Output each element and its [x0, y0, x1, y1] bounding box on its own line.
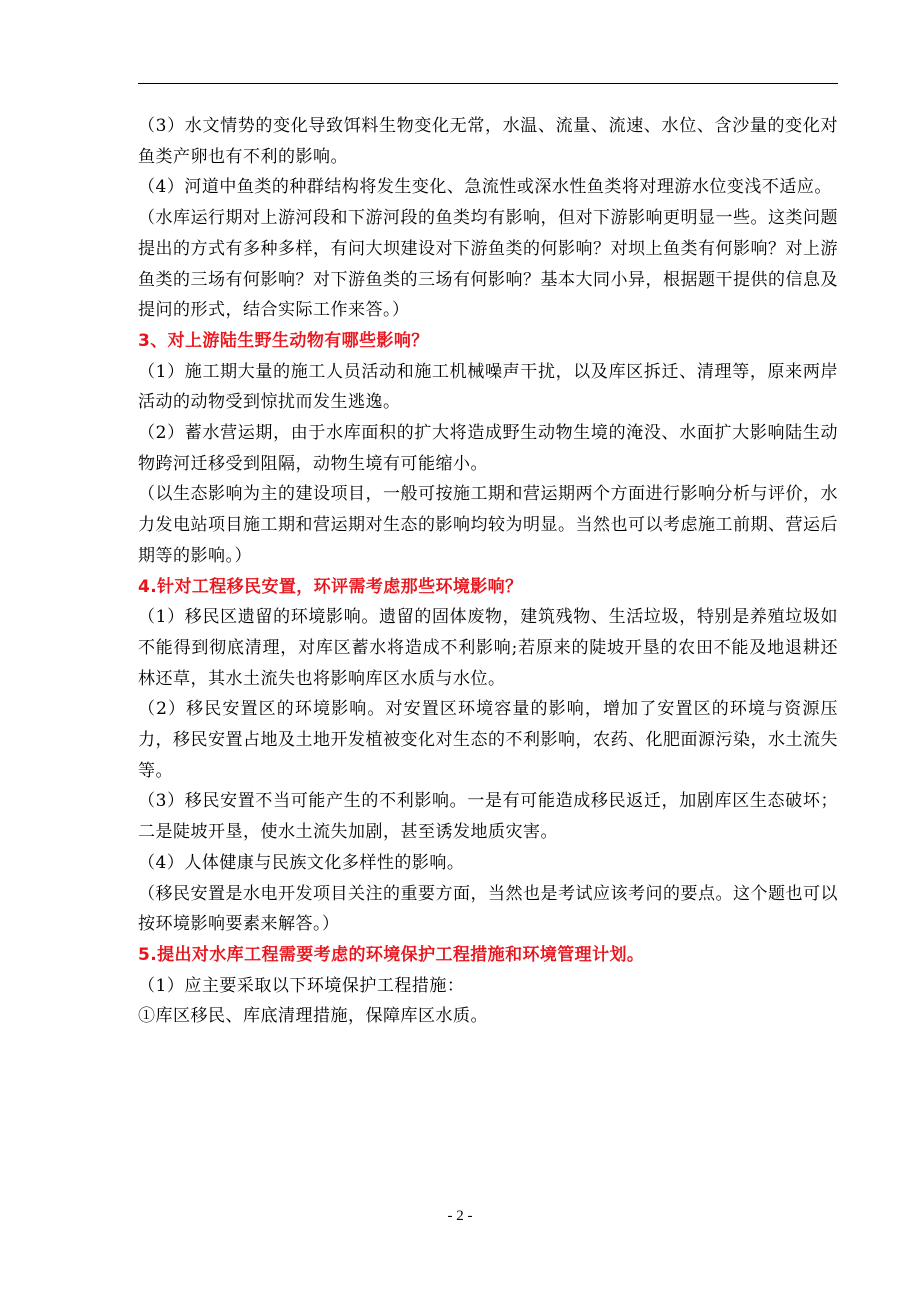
- paragraph-improper-resettlement: （3）移民安置不当可能产生的不利影响。一是有可能造成移民返迁，加剧库区生态破坏；二是陡坡开垦，使水土流失加剧，甚至诱发地质灾害。: [138, 791, 838, 843]
- paragraph-eco-impact-note: （以生态影响为主的建设项目，一般可按施工期和营运期两个方面进行影响分析与评价，水力发电站项目施工期和营运期对生态的影响均较为明显。当然也可以考虑施工前期、营运后期等的影响。）: [138, 484, 838, 566]
- paragraph-reservoir-fish-note: （水库运行期对上游河段和下游河段的鱼类均有影响，但对下游影响更明显一些。这类问题提出的方式有多种多样，有问大坝建设对下游鱼类的何影响？对坝上鱼类有何影响？对上游鱼类的三场有何影响？对下游鱼类的三场有何影响？基本大同小异，根据题干提供的信息及提问的形式，结合实际工作来答。）: [138, 208, 838, 321]
- document-body: [138, 111, 838, 1032]
- heading-protection-measures: 5.提出对水库工程需要考虑的环境保护工程措施和环境管理计划。: [138, 944, 645, 965]
- paragraph-hydrology-change: （3）水文情势的变化导致饵料生物变化无常，水温、流量、流速、水位、含沙量的变化对鱼类产卵也有不利的影响。: [138, 116, 838, 167]
- paragraph-resettlement-note: （移民安置是水电开发项目关注的重要方面，当然也是考试应该考问的要点。这个题也可以按环境影响要素来解答。）: [138, 883, 838, 935]
- heading-terrestrial-wildlife: 3、对上游陆生野生动物有哪些影响？: [138, 330, 429, 351]
- paragraph-impoundment-habitat: （2）蓄水营运期，由于水库面积的扩大将造成野生动物生境的淹没、水面扩大影响陆生动物跨河迁移受到阻隔，动物生境有可能缩小。: [138, 423, 838, 474]
- paragraph-construction-noise: （1）施工期大量的施工人员活动和施工机械噪声干扰，以及库区拆迁、清理等，原来两岸活动的动物受到惊扰而发生逃逸。: [138, 361, 838, 413]
- paragraph-resettlement-legacy: （1）移民区遗留的环境影响。遗留的固体废物，建筑残物、生活垃圾，特别是养殖垃圾如不能得到彻底清理，对库区蓄水将造成不利影响;若原来的陡坡开垦的农田不能及地退耕还林还草，其水土流失也将影响库区水质与水位。: [138, 607, 838, 689]
- paragraph-health-culture: （4）人体健康与民族文化多样性的影响。: [138, 852, 465, 873]
- paragraph-measure-1: ①库区移民、库底清理措施，保障库区水质。: [138, 1006, 488, 1027]
- page-number: - 2 -: [447, 1208, 473, 1224]
- paragraph-resettlement-area: （2）移民安置区的环境影响。对安置区环境容量的影响，增加了安置区的环境与资源压力，移民安置占地及土地开发植被变化对生态的不利影响，农药、化肥面源污染，水土流失等。: [138, 699, 838, 781]
- paragraph-measures-intro: （1）应主要采取以下环境保护工程措施：: [138, 975, 465, 996]
- header-rule: [138, 83, 838, 84]
- paragraph-fish-population: （4）河道中鱼类的种群结构将发生变化、急流性或深水性鱼类将对理游水位变浅不适应。: [138, 177, 832, 198]
- heading-resettlement: 4.针对工程移民安置，环评需考虑那些环境影响？: [138, 576, 523, 597]
